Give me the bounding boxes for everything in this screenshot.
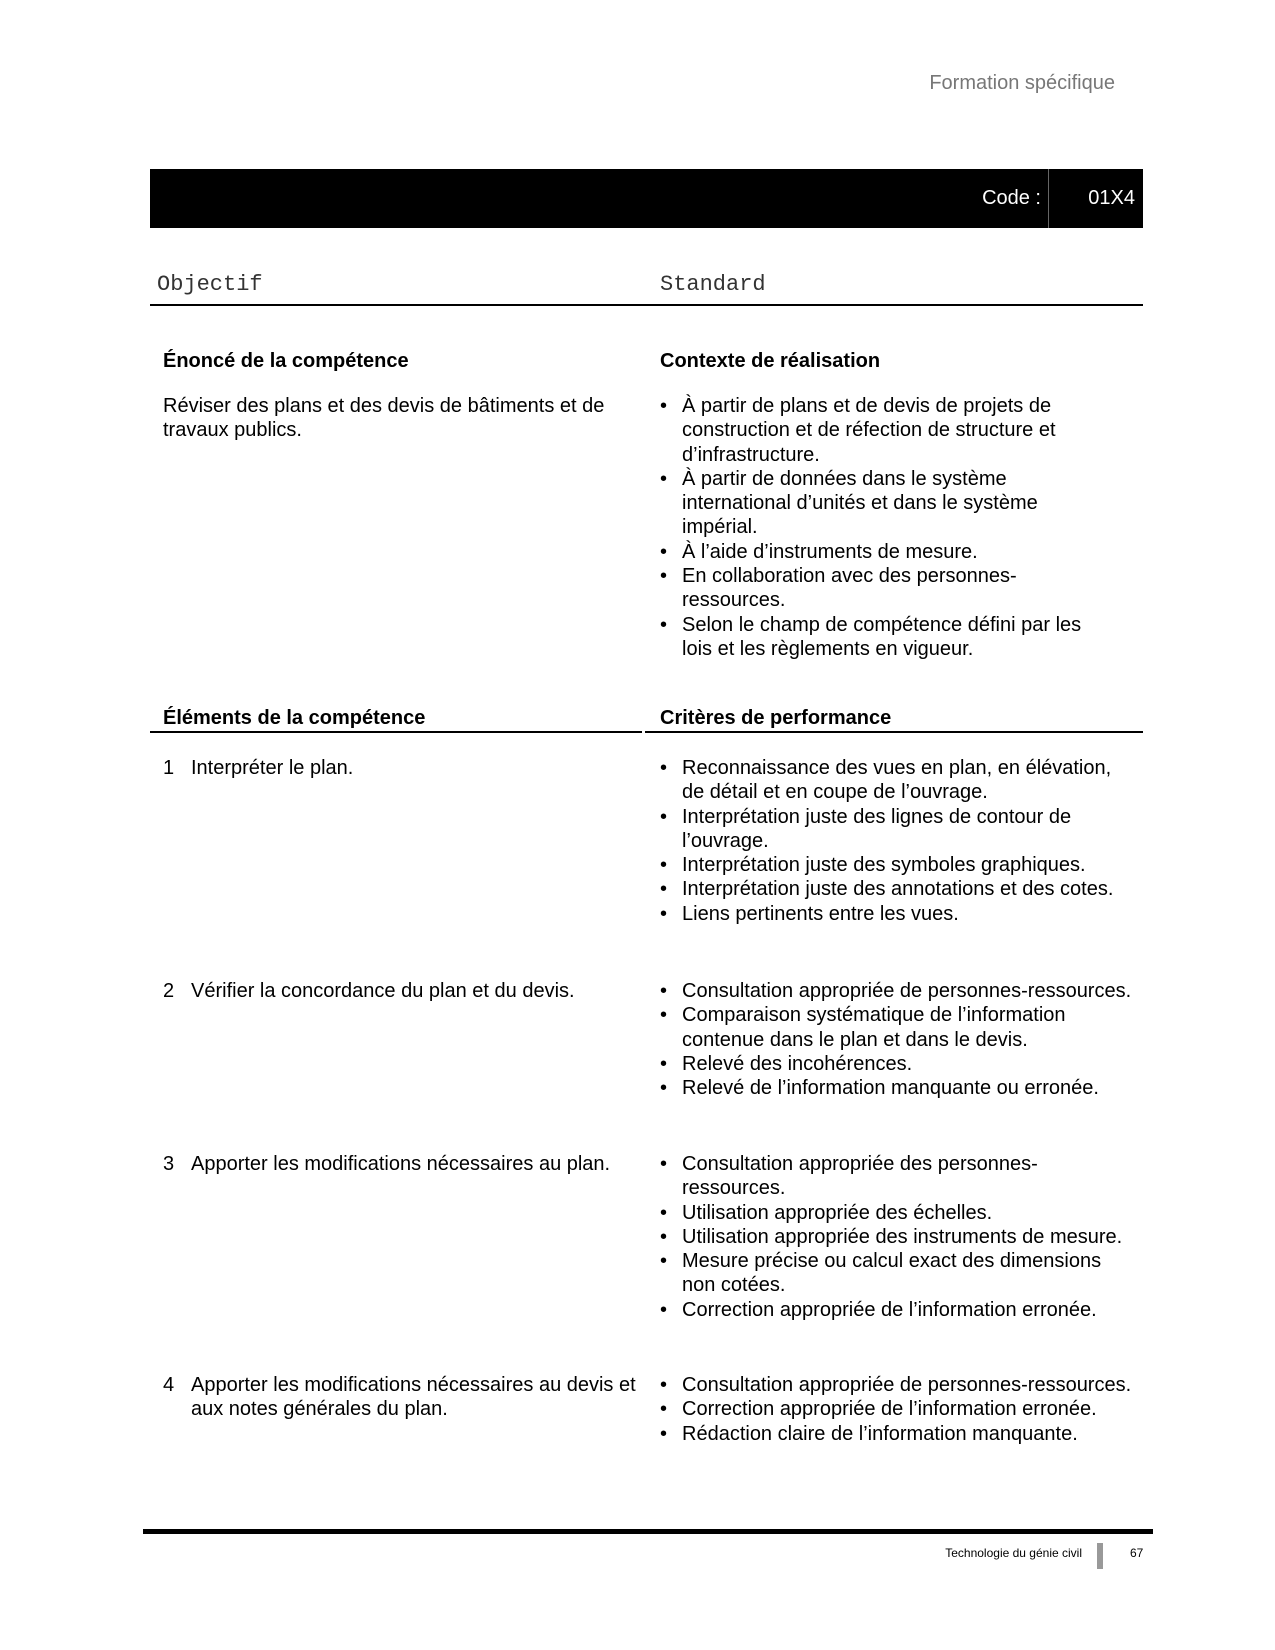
criteria-list-1 xyxy=(660,756,1135,926)
page-number: 67 xyxy=(1130,1546,1144,1560)
footer-separator xyxy=(1097,1543,1103,1569)
contexte-item: • À partir de plans et de devis de projets de construction et de réfection de structure et d’infrastructure. xyxy=(660,394,1110,467)
element-number: 2 xyxy=(163,980,175,1002)
criteria-item: • Utilisation appropriée des instruments de mesure. xyxy=(660,1225,1135,1249)
element-text: Apporter les modifications nécessaires au devis et aux notes générales du plan. xyxy=(191,1374,636,1420)
criteria-item: • Interprétation juste des symboles graphiques. xyxy=(660,853,1135,877)
criteria-item: • Comparaison systématique de l’information contenue dans le plan et dans le devis. xyxy=(660,1003,1135,1052)
contexte-title: Contexte de réalisation xyxy=(660,350,881,372)
element-number: 4 xyxy=(163,1374,175,1396)
criteria-item: • Liens pertinents entre les vues. xyxy=(660,902,1135,926)
elements-rule xyxy=(150,731,642,733)
element-1 xyxy=(163,756,643,780)
criteria-item: • Interprétation juste des annotations et des cotes. xyxy=(660,877,1135,901)
element-4 xyxy=(163,1373,643,1421)
criteria-list-3 xyxy=(660,1152,1135,1322)
enonce-text: Réviser des plans et des devis de bâtiments et de travaux publics. xyxy=(163,395,605,441)
criteria-item: • Consultation appropriée de personnes-ressources. xyxy=(660,979,1135,1003)
criteria-list-4 xyxy=(660,1373,1135,1446)
code-value: 01X4 xyxy=(1088,187,1135,209)
contexte-list xyxy=(660,394,1110,661)
criteria-item: • Consultation appropriée de personnes-ressources. xyxy=(660,1373,1135,1397)
element-text: Interpréter le plan. xyxy=(191,757,354,779)
contexte-item: • En collaboration avec des personnes-ressources. xyxy=(660,564,1110,613)
element-2 xyxy=(163,979,643,1003)
element-number: 3 xyxy=(163,1153,175,1175)
criteria-item: • Interprétation juste des lignes de contour de l’ouvrage. xyxy=(660,805,1135,854)
criteria-item: • Reconnaissance des vues en plan, en élévation, de détail et en coupe de l’ouvrage. xyxy=(660,756,1135,805)
footer-title: Technologie du génie civil xyxy=(945,1546,1082,1560)
elements-title: Éléments de la compétence xyxy=(163,707,426,729)
code-separator xyxy=(1048,169,1049,228)
criteria-item: • Utilisation appropriée des échelles. xyxy=(660,1201,1135,1225)
criteria-item: • Mesure précise ou calcul exact des dimensions non cotées. xyxy=(660,1249,1135,1298)
criteres-rule xyxy=(645,731,1143,733)
enonce-title: Énoncé de la compétence xyxy=(163,350,409,372)
code-bar xyxy=(150,169,1143,228)
contexte-item: • Selon le champ de compétence défini par les lois et les règlements en vigueur. xyxy=(660,613,1110,662)
element-text: Vérifier la concordance du plan et du devis. xyxy=(191,980,575,1002)
footer-rule xyxy=(143,1529,1153,1534)
criteria-item: • Relevé des incohérences. xyxy=(660,1052,1135,1076)
criteria-item: • Rédaction claire de l’information manquante. xyxy=(660,1422,1135,1446)
code-label: Code : xyxy=(982,187,1041,209)
contexte-item: • À partir de données dans le système international d’unités et dans le système impérial. xyxy=(660,467,1110,540)
criteria-item: • Consultation appropriée des personnes-ressources. xyxy=(660,1152,1135,1201)
criteria-list-2 xyxy=(660,979,1135,1100)
element-number: 1 xyxy=(163,757,175,779)
criteria-item: • Correction appropriée de l’information erronée. xyxy=(660,1298,1135,1322)
column-heading-objectif: Objectif xyxy=(157,272,263,297)
header-rule xyxy=(150,304,1143,306)
running-header: Formation spécifique xyxy=(929,72,1115,94)
contexte-item: • À l’aide d’instruments de mesure. xyxy=(660,540,1110,564)
element-3 xyxy=(163,1152,643,1176)
element-text: Apporter les modifications nécessaires au plan. xyxy=(191,1153,611,1175)
criteria-item: • Correction appropriée de l’information erronée. xyxy=(660,1397,1135,1421)
criteres-title: Critères de performance xyxy=(660,707,892,729)
column-heading-standard: Standard xyxy=(660,272,766,297)
criteria-item: • Relevé de l’information manquante ou erronée. xyxy=(660,1076,1135,1100)
